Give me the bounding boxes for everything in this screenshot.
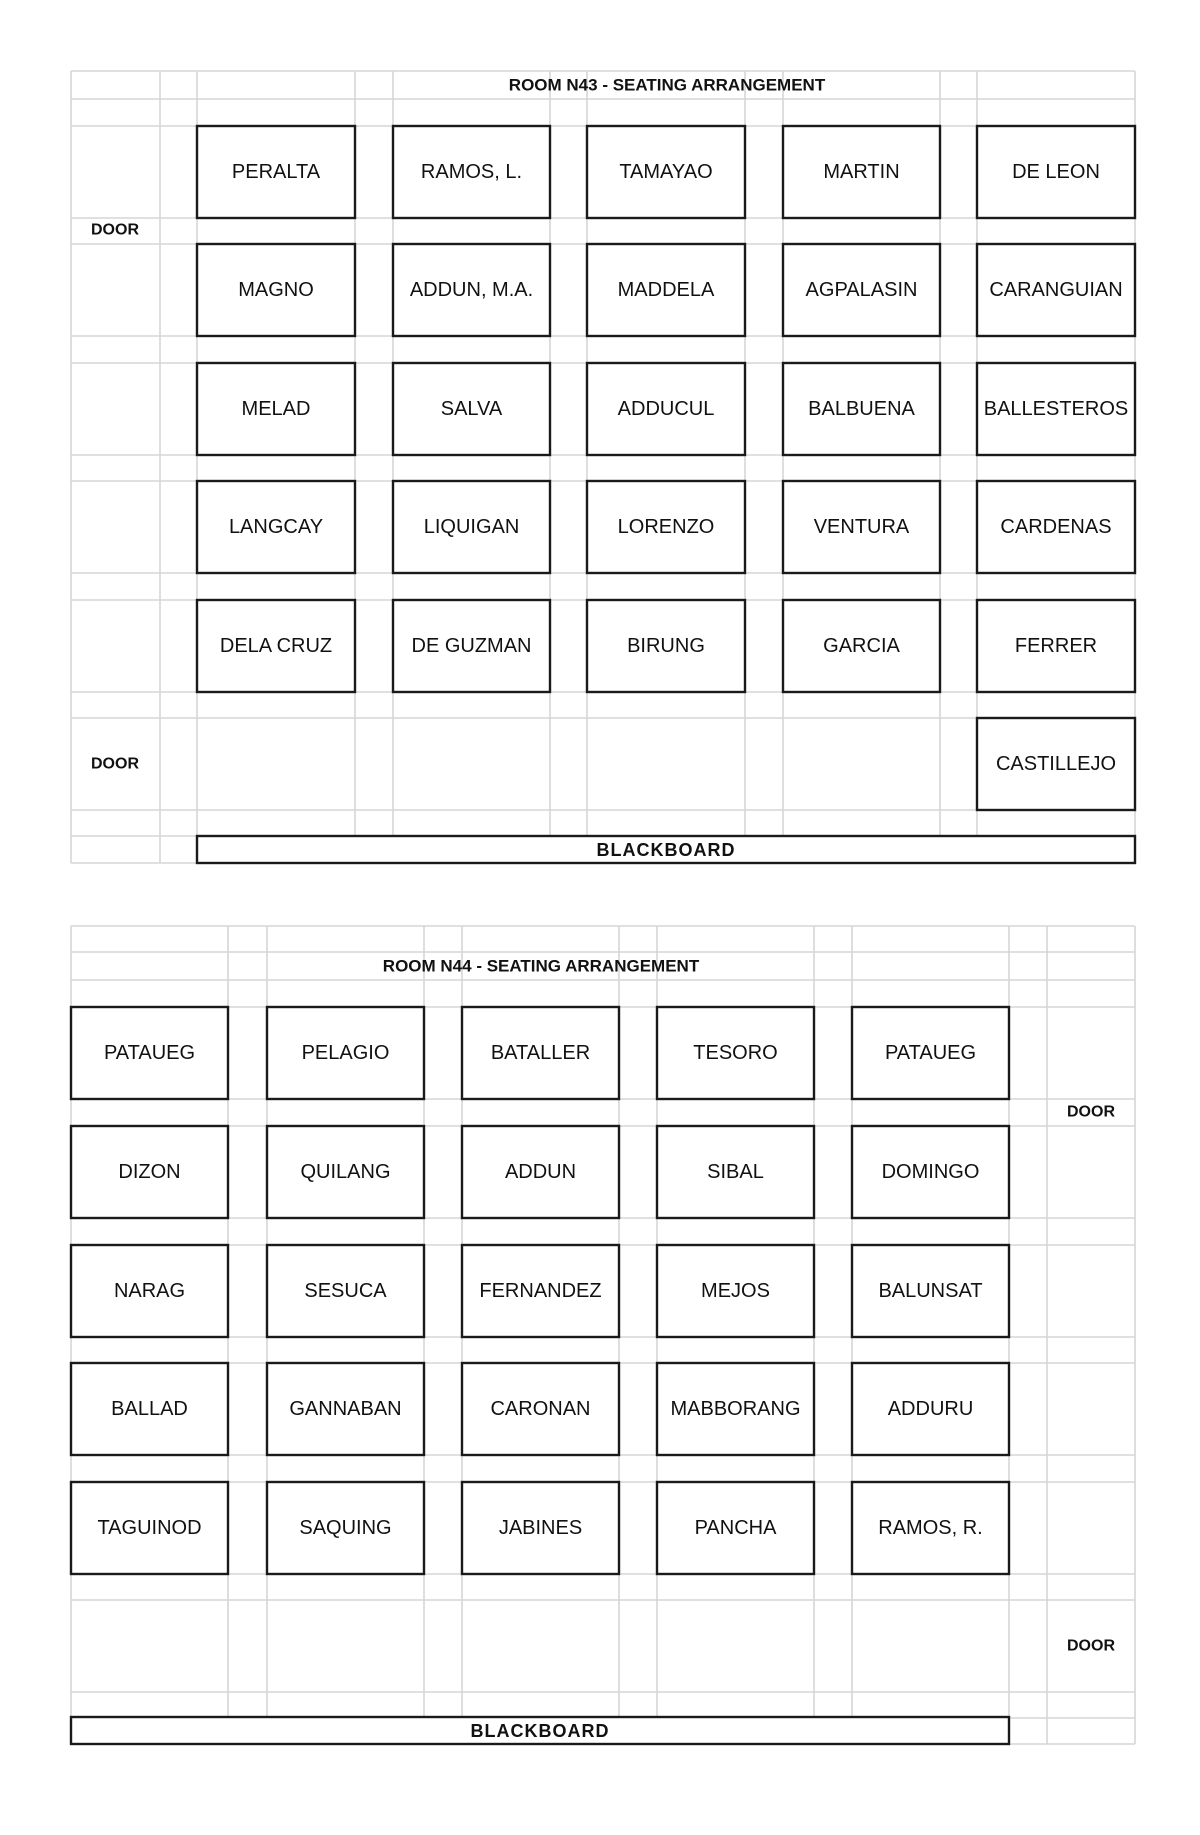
seat [197, 481, 355, 573]
seat-name: LORENZO [617, 516, 715, 538]
seat-name: DIZON [118, 1161, 181, 1183]
seat-name: ADDUCUL [617, 398, 715, 420]
seat-name: MADDELA [617, 279, 715, 301]
seat-name: FERNANDEZ [479, 1280, 602, 1302]
seat-name: BATALLER [490, 1042, 591, 1064]
seat-name: FERRER [1014, 635, 1098, 657]
seat-name: TESORO [693, 1042, 778, 1064]
seat [783, 126, 940, 218]
seat-name: PATAUEG [103, 1042, 196, 1064]
room-n43-title: ROOM N43 - SEATING ARRANGEMENT [508, 75, 826, 95]
seat [393, 126, 550, 218]
seat-name: CARDENAS [1000, 516, 1112, 538]
seat-name: DELA CRUZ [219, 635, 333, 657]
seat-name: PATAUEG [884, 1042, 977, 1064]
seat-name: SALVA [440, 398, 503, 420]
seat [657, 1363, 814, 1455]
seat-name: TAMAYAO [619, 161, 713, 183]
seat [852, 1126, 1009, 1218]
seat [852, 1245, 1009, 1337]
seat [267, 1126, 424, 1218]
seat [462, 1126, 619, 1218]
seat-name: ADDURU [887, 1398, 974, 1420]
seat-name: CASTILLEJO [995, 753, 1117, 775]
seat-name: VENTURA [813, 516, 910, 538]
seat-name: BALUNSAT [878, 1280, 983, 1302]
seat [587, 481, 745, 573]
seat-name: CARONAN [490, 1398, 591, 1420]
seat-name: MAGNO [238, 279, 314, 301]
seat-name: GARCIA [823, 635, 900, 657]
seat [267, 1007, 424, 1099]
seat [852, 1363, 1009, 1455]
seat [977, 244, 1135, 336]
seat-name: BALLAD [111, 1398, 188, 1420]
seat-name: CARANGUIAN [989, 279, 1123, 301]
seat-name: PERALTA [231, 161, 321, 183]
seat-name: JABINES [498, 1517, 583, 1539]
seat [197, 363, 355, 455]
seat-name: LIQUIGAN [423, 516, 520, 538]
seat [587, 126, 745, 218]
seat [587, 363, 745, 455]
seat-name: MELAD [241, 398, 311, 420]
seat [783, 481, 940, 573]
seat-name: MEJOS [701, 1280, 770, 1302]
seat [783, 363, 940, 455]
seat [587, 600, 745, 692]
seat-name: QUILANG [300, 1161, 391, 1183]
seat-name: BALLESTEROS [983, 398, 1129, 420]
seat [783, 600, 940, 692]
seat-name: SAQUING [299, 1517, 392, 1539]
seat [657, 1007, 814, 1099]
seat-name: DOMINGO [881, 1161, 980, 1183]
seat [71, 1007, 228, 1099]
seat-name: ADDUN [504, 1161, 577, 1183]
seat [71, 1482, 228, 1574]
seat-name: PELAGIO [301, 1042, 390, 1064]
seat-name: SESUCA [304, 1280, 387, 1302]
seat-name: DE LEON [1012, 161, 1100, 183]
seat [393, 244, 550, 336]
seat [71, 1245, 228, 1337]
seat [977, 600, 1135, 692]
room-n44-title: ROOM N44 - SEATING ARRANGEMENT [382, 956, 700, 976]
seat [71, 1363, 228, 1455]
seat [393, 363, 550, 455]
seat-name: BALBUENA [808, 398, 915, 420]
seat-name: MARTIN [823, 161, 900, 183]
room-n44-door-top: DOOR [1067, 1103, 1115, 1121]
seat [977, 126, 1135, 218]
room-n44-blackboard-label: BLACKBOARD [470, 1721, 610, 1741]
seat [657, 1482, 814, 1574]
seat [462, 1482, 619, 1574]
seat-name: RAMOS, R. [878, 1517, 983, 1539]
seat-name: BIRUNG [627, 635, 705, 657]
room-n43-blackboard-label: BLACKBOARD [596, 840, 736, 860]
seat [852, 1482, 1009, 1574]
seat [71, 1126, 228, 1218]
seat [977, 481, 1135, 573]
seat [393, 481, 550, 573]
seat [197, 126, 355, 218]
room-n43-chart [71, 71, 1135, 863]
seat [393, 600, 550, 692]
room-n43-door-top: DOOR [91, 221, 139, 239]
seat [977, 718, 1135, 810]
seat [977, 363, 1135, 455]
seat [267, 1363, 424, 1455]
seat [197, 244, 355, 336]
room-n44-door-bottom: DOOR [1067, 1637, 1115, 1655]
seat-name: AGPALASIN [805, 279, 918, 301]
room-n43-door-bottom: DOOR [91, 755, 139, 773]
seat [783, 244, 940, 336]
seat-name: DE GUZMAN [411, 635, 532, 657]
seat [267, 1245, 424, 1337]
seat-name: NARAG [113, 1280, 186, 1302]
seat-name: GANNABAN [289, 1398, 402, 1420]
seat [462, 1363, 619, 1455]
seat [587, 244, 745, 336]
seat [267, 1482, 424, 1574]
seat [657, 1245, 814, 1337]
seat [852, 1007, 1009, 1099]
seat [462, 1007, 619, 1099]
seat-name: MABBORANG [670, 1398, 801, 1420]
seat-name: LANGCAY [228, 516, 324, 538]
seat-name: RAMOS, L. [420, 161, 523, 183]
room-n44-chart [71, 926, 1135, 1744]
seat [657, 1126, 814, 1218]
seat [197, 600, 355, 692]
seat-name: ADDUN, M.A. [409, 279, 534, 301]
seat-name: TAGUINOD [97, 1517, 202, 1539]
seat-name: SIBAL [707, 1161, 764, 1183]
seat-name: PANCHA [694, 1517, 777, 1539]
seat [462, 1245, 619, 1337]
